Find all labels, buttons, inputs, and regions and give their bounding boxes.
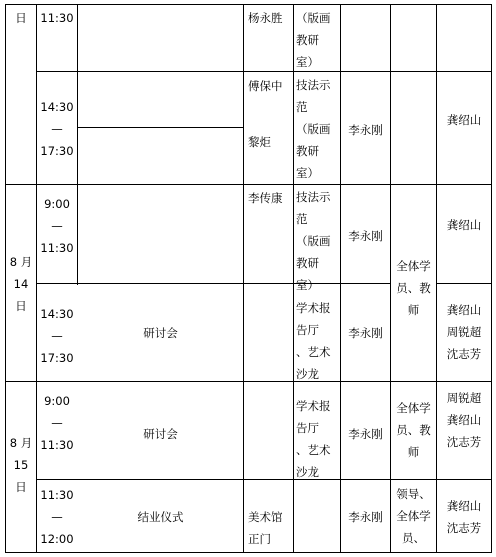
rule-row5 <box>36 479 492 480</box>
time-cell: 9:00 — 11:30 <box>40 394 74 452</box>
time-cell: 9:00 — 11:30 <box>40 197 74 255</box>
date-cell: 8 月 15 日 <box>9 436 33 494</box>
date-cell: 8 月 14 日 <box>9 255 33 313</box>
date-cell: 日 <box>15 11 27 25</box>
rule-col3 <box>243 4 244 553</box>
coordinator-cell: 龚绍山 <box>446 218 482 232</box>
rule-right <box>491 4 492 553</box>
activity-cell: 结业仪式 <box>137 510 184 524</box>
host-cell: 李永刚 <box>348 427 383 441</box>
location-cell: 技法示 范 （版画 教研 室） <box>296 190 331 292</box>
time-cell: 14:30 — 17:30 <box>40 100 74 158</box>
rule-top <box>5 4 492 5</box>
location-cell: 技法示 范 （版画 教研 室） <box>296 78 331 180</box>
artist-cell: 傅保中 <box>248 79 283 93</box>
participants-cell: 全体学 员、教 师 <box>396 259 431 317</box>
rule-col5 <box>340 4 341 553</box>
artist-cell: 黎炬 <box>248 135 271 149</box>
time-cell: 11:30 — 12:00 <box>40 488 74 546</box>
rule-day1 <box>5 184 492 185</box>
location-cell: （版画 教研 室） <box>296 11 331 69</box>
time-cell: 14:30 — 17:30 <box>40 307 74 365</box>
coordinator-cell: 龚绍山 <box>446 113 482 127</box>
coordinator-cell: 龚绍山 沈志芳 <box>446 499 482 535</box>
coordinator-cell: 周锐超 龚绍山 沈志芳 <box>446 391 482 449</box>
artist-cell: 杨永胜 <box>248 11 283 25</box>
host-cell: 李永刚 <box>348 326 383 340</box>
location-cell: 学术报 告厅 、艺术 沙龙 <box>296 301 331 381</box>
participants-cell: 领导、 全体学 员、 <box>396 487 431 545</box>
rule-row1 <box>36 71 492 72</box>
rule-col2 <box>77 4 78 285</box>
rule-day2 <box>5 381 492 382</box>
rule-subrow <box>77 127 243 128</box>
time-cell: 11:30 <box>40 11 74 25</box>
artist-cell: 李传康 <box>248 191 283 205</box>
activity-cell: 研讨会 <box>143 427 178 441</box>
participants-cell: 全体学 员、教 师 <box>396 401 431 459</box>
coordinator-cell: 龚绍山 周锐超 沈志芳 <box>446 303 482 361</box>
rule-row3-b <box>436 283 492 284</box>
rule-col4 <box>293 4 294 553</box>
rule-row3-a <box>36 283 390 284</box>
host-cell: 李永刚 <box>348 229 383 243</box>
rule-col1 <box>36 4 37 553</box>
activity-cell: 研讨会 <box>143 326 178 340</box>
host-cell: 李永刚 <box>348 510 383 524</box>
host-cell: 李永刚 <box>348 123 383 137</box>
rule-col7 <box>436 4 437 553</box>
location-cell: 美术馆 正门 <box>248 510 283 546</box>
rule-bottom <box>5 552 492 553</box>
location-cell: 学术报 告厅 、艺术 沙龙 <box>296 399 331 479</box>
